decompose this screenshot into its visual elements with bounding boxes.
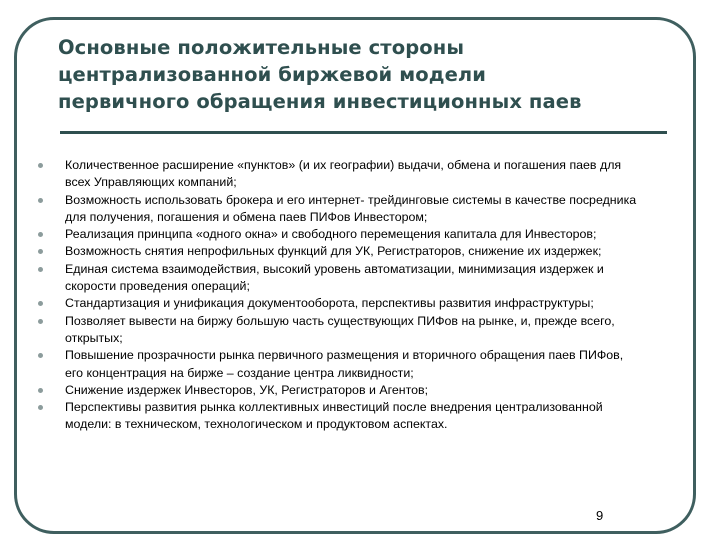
- bullet-list: [38, 157, 714, 434]
- list-item: [38, 295, 714, 312]
- page-number: 9: [596, 508, 604, 523]
- bullet-dot-icon: [38, 198, 43, 203]
- title-line: Основные положительные стороны: [58, 36, 465, 59]
- slide-title: [58, 34, 698, 115]
- list-item: [38, 157, 714, 192]
- bullet-dot-icon: [38, 267, 43, 272]
- list-item-text: Стандартизация и унификация документооборота, перспективы развития инфраструктуры;: [65, 296, 594, 311]
- bullet-dot-icon: [38, 301, 43, 306]
- list-item-text: Позволяет вывести на биржу большую часть существующих ПИФов на рынке, и, прежде всего, открытых;: [65, 313, 615, 345]
- list-item-text: Снижение издержек Инвесторов, УК, Регистраторов и Агентов;: [65, 382, 429, 397]
- list-item-text: Возможность использовать брокера и его интернет- трейдинговые системы в качестве посредника для получения, погашения и обмена паев ПИФов Инвестором;: [65, 192, 637, 224]
- bullet-dot-icon: [38, 163, 43, 168]
- title-line: первичного обращения инвестиционных паев: [58, 90, 582, 113]
- bullet-dot-icon: [38, 388, 43, 393]
- list-item: [38, 243, 714, 260]
- list-item: [38, 399, 714, 434]
- bullet-dot-icon: [38, 405, 43, 410]
- list-item-text: Перспективы развития рынка коллективных инвестиций после внедрения централизованной модели: в техническом, технологическом и продуктовом аспектах.: [65, 400, 603, 432]
- list-item: [38, 226, 714, 243]
- bullet-dot-icon: [38, 232, 43, 237]
- bullet-dot-icon: [38, 319, 43, 324]
- list-item-text: Повышение прозрачности рынка первичного размещения и вторичного обращения паев ПИФов, его концентрация на бирже – создание центра ликвидности;: [65, 348, 624, 380]
- title-divider: [60, 131, 667, 134]
- list-item-text: Единая система взаимодействия, высокий уровень автоматизации, минимизация издержек и скорости проведения операций;: [65, 261, 604, 294]
- list-item: [38, 192, 714, 227]
- list-item: [38, 261, 714, 296]
- list-item: [38, 382, 714, 399]
- list-item-text: Количественное расширение «пунктов» (и их географии) выдачи, обмена и погашения паев для всех Управляющих компаний;: [65, 158, 622, 190]
- list-item: [38, 313, 714, 348]
- list-item-text: Возможность снятия непрофильных функций для УК, Регистраторов, снижение их издержек;: [65, 244, 602, 259]
- bullet-dot-icon: [38, 353, 43, 358]
- title-line: централизованной биржевой модели: [58, 63, 487, 86]
- list-item-text: Реализация принципа «одного окна» и свободного перемещения капитала для Инвесторов;: [65, 227, 597, 242]
- bullet-dot-icon: [38, 249, 43, 254]
- list-item: [38, 347, 714, 382]
